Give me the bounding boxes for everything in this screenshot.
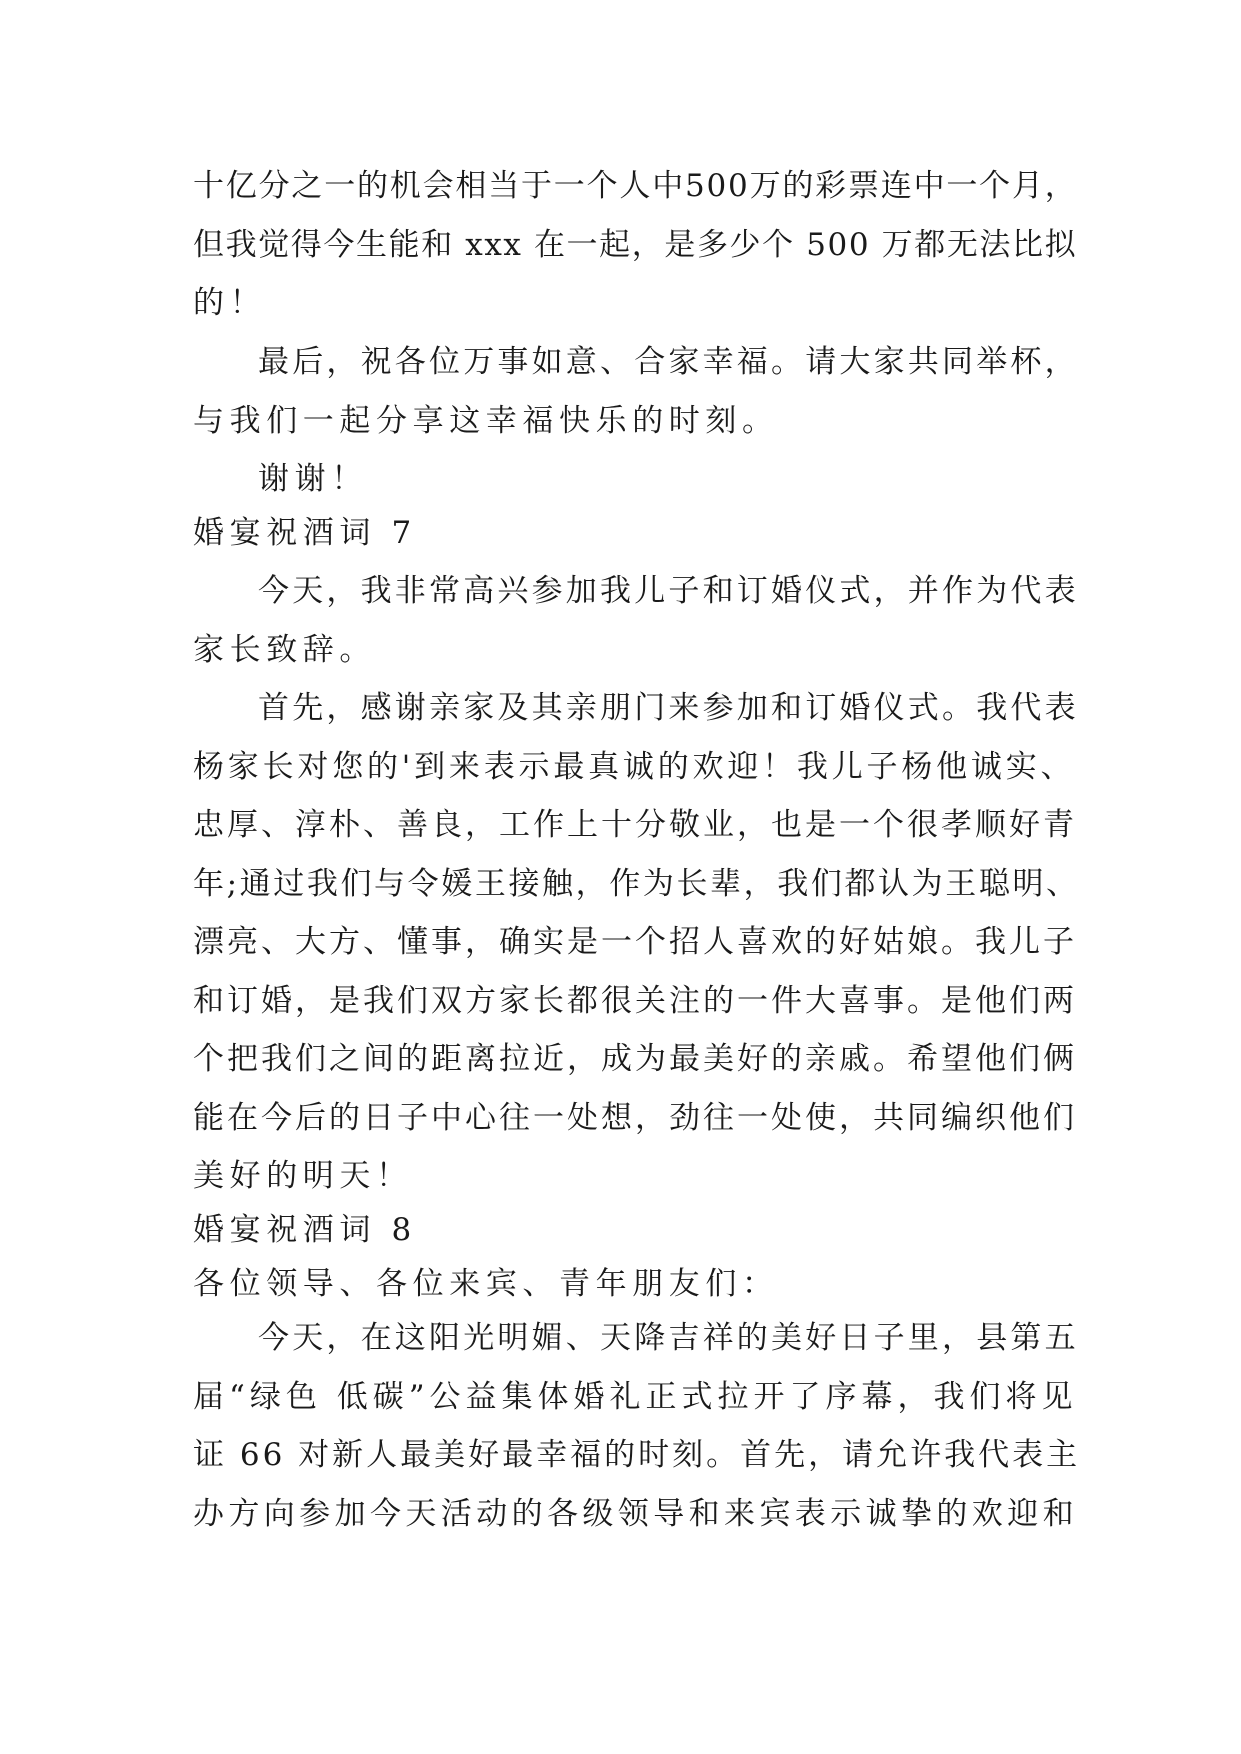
text-line: 证 66 对新人最美好最幸福的时刻。首先，请允许我代表主 xyxy=(193,1437,1081,1473)
text-line: 美好的明天！ xyxy=(193,1158,413,1194)
text-line: 首先，感谢亲家及其亲朋门来参加和订婚仪式。我代表 xyxy=(258,690,1079,726)
text-line: 和订婚，是我们双方家长都很关注的一件大喜事。是他们两 xyxy=(193,983,1077,1019)
text-line: 家长致辞。 xyxy=(193,632,376,668)
text-line: 办方向参加今天活动的各级领导和来宾表示诚挚的欢迎和 xyxy=(193,1496,1078,1532)
text-line: 十亿分之一的机会相当于一个人中500万的彩票连中一个月， xyxy=(193,168,1078,204)
text-line: 个把我们之间的距离拉近，成为最美好的亲戚。希望他们俩 xyxy=(193,1041,1077,1077)
text-line: 漂亮、大方、懂事，确实是一个招人喜欢的好姑娘。我儿子 xyxy=(193,924,1077,960)
section-heading: 婚宴祝酒词 7 xyxy=(193,515,417,551)
text-line: 谢谢！ xyxy=(258,461,368,497)
text-line: 的！ xyxy=(193,285,267,321)
text-line: 各位领导、各位来宾、青年朋友们： xyxy=(193,1266,779,1302)
text-line: 今天，在这阳光明媚、天降吉祥的美好日子里，县第五 xyxy=(258,1320,1079,1356)
text-line: 届“绿色 低碳”公益集体婚礼正式拉开了序幕，我们将见 xyxy=(193,1379,1078,1415)
text-line: 杨家长对您的'到来表示最真诚的欢迎！我儿子杨他诚实、 xyxy=(193,749,1076,785)
text-line: 与我们一起分享这幸福快乐的时刻。 xyxy=(193,403,779,439)
text-line: 最后，祝各位万事如意、合家幸福。请大家共同举杯， xyxy=(258,344,1079,380)
text-line: 年;通过我们与令媛王接触，作为长辈，我们都认为王聪明、 xyxy=(193,866,1080,902)
text-line: 但我觉得今生能和 xxx 在一起，是多少个 500 万都无法比拟 xyxy=(193,227,1078,263)
text-line: 忠厚、淳朴、善良，工作上十分敬业，也是一个很孝顺好青 xyxy=(193,807,1077,843)
text-line: 能在今后的日子中心往一处想，劲往一处使，共同编织他们 xyxy=(193,1100,1077,1136)
section-heading: 婚宴祝酒词 8 xyxy=(193,1212,417,1248)
text-line: 今天，我非常高兴参加我儿子和订婚仪式，并作为代表 xyxy=(258,573,1079,609)
